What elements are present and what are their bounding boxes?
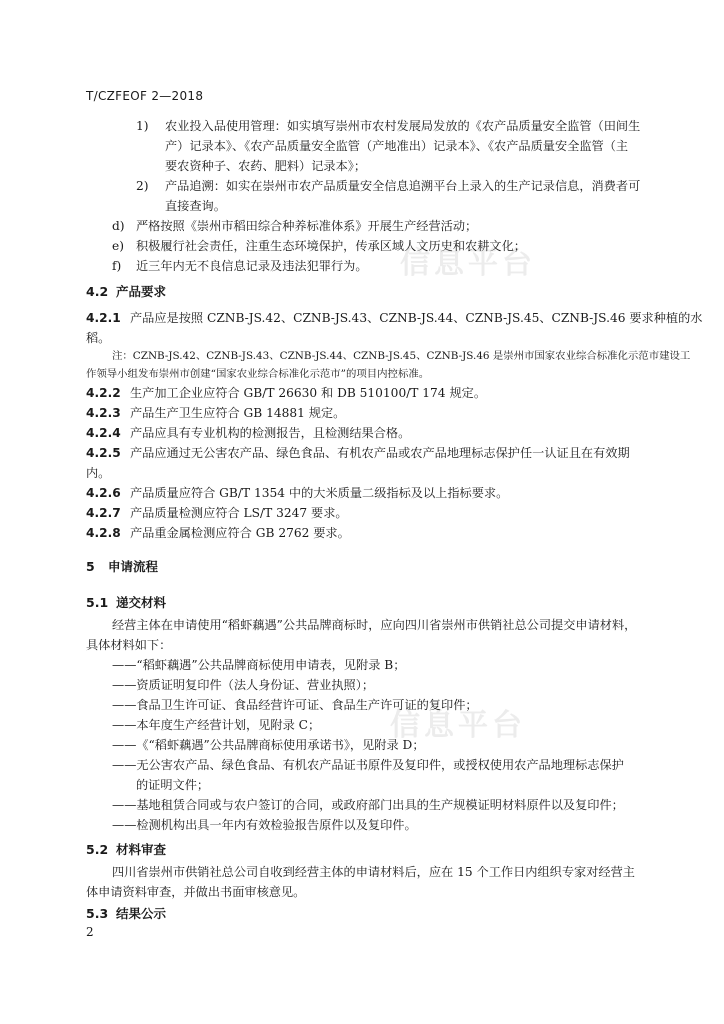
list-item-text: 产品追溯：如实在崇州市农产品质量安全信息追溯平台上录入的生产记录信息，消费者可	[165, 179, 641, 193]
clause-text: 产品重金属检测应符合 GB 2762 要求。	[130, 526, 350, 540]
clause	[86, 443, 630, 463]
clause-text: 稻。	[86, 331, 111, 345]
chapter-heading	[86, 557, 158, 577]
clause	[86, 503, 348, 523]
paragraph-text: 具体材料如下：	[86, 638, 172, 652]
list-item-number: f)	[112, 259, 122, 273]
section-title: 材料审查	[116, 842, 167, 857]
clause-number: 4.2.1	[86, 311, 121, 325]
clause	[86, 523, 350, 543]
bullet-item: 的证明文件；	[136, 778, 210, 792]
section-heading	[86, 840, 166, 860]
clause-text: 生产加工企业应符合 GB/T 26630 和 DB 510100/T 174 规定。	[130, 386, 487, 400]
paragraph-text: 经营主体在申请使用“稻虾藕遇”公共品牌商标时，应向四川省崇州市供销社总公司提交申请材料，	[112, 618, 637, 632]
list-item-text: 直接查询。	[165, 199, 226, 213]
bullet-item: ——无公害农产品、绿色食品、有机农产品证书原件及复印件，或授权使用农产品地理标志保护	[112, 758, 624, 772]
bullet-item: ——检测机构出具一年内有效检验报告原件以及复印件。	[112, 818, 417, 832]
list-item-text: 要农资种子、农药、肥料）记录本》；	[165, 159, 367, 173]
section-number: 5.2	[86, 842, 109, 857]
clause-text: 产品质量检测应符合 LS/T 3247 要求。	[130, 506, 348, 520]
clause	[86, 308, 702, 328]
section-number: 5.1	[86, 595, 109, 610]
clause-number: 4.2.5	[86, 446, 121, 460]
clause	[86, 483, 508, 503]
list-item-number: 1)	[136, 119, 149, 133]
list-item-number: 2)	[136, 179, 149, 193]
bullet-item: ——《“稻虾藕遇”公共品牌商标使用承诺书》，见附录 D；	[112, 738, 425, 752]
document-code: T/CZFEOF 2—2018	[86, 89, 204, 103]
section-number: 4.2	[86, 284, 109, 299]
clause	[86, 423, 410, 443]
list-item-text: 近三年内无不良信息记录及违法犯罪行为。	[136, 259, 368, 273]
bullet-item: ——资质证明复印件（法人身份证、营业执照）；	[112, 678, 375, 692]
clause-number: 4.2.6	[86, 486, 121, 500]
clause-text: 内。	[86, 466, 111, 480]
bullet-item: ——本年度生产经营计划，见附录 C；	[112, 718, 321, 732]
clause-number: 4.2.7	[86, 506, 121, 520]
chapter-number: 5	[86, 559, 95, 574]
clause-text: 产品应是按照 CZNB-JS.42、CZNB-JS.43、CZNB-JS.44、CZNB-JS.45、CZNB-JS.46 要求种植的水	[130, 311, 703, 325]
bullet-item: ——“稻虾藕遇”公共品牌商标使用申请表，见附录 B；	[112, 658, 406, 672]
section-heading	[86, 282, 166, 302]
section-title: 递交材料	[116, 595, 167, 610]
clause	[86, 383, 486, 403]
note-text: 注：CZNB-JS.42、CZNB-JS.43、CZNB-JS.44、CZNB-JS.45、CZNB-JS.46 是崇州市国家农业综合标准化示范市建设工	[112, 350, 691, 362]
clause-text: 产品应具有专业机构的检测报告，且检测结果合格。	[130, 426, 411, 440]
list-item-text: 农业投入品使用管理：如实填写崇州市农村发展局发放的《农产品质量安全监管（田间生	[165, 119, 641, 133]
list-item-number: d)	[112, 219, 125, 233]
list-item-number: e)	[112, 239, 124, 253]
section-title: 结果公示	[116, 906, 167, 921]
section-number: 5.3	[86, 906, 109, 921]
watermark: 信息平台	[400, 246, 536, 281]
watermark: 信息平台	[390, 708, 526, 743]
bullet-item: ——食品卫生许可证、食品经营许可证、食品生产许可证的复印件；	[112, 698, 478, 712]
paragraph-text: 四川省崇州市供销社总公司自收到经营主体的申请材料后，应在 15 个工作日内组织专家对经营主	[112, 865, 635, 879]
clause-text: 产品生产卫生应符合 GB 14881 规定。	[130, 406, 346, 420]
list-item-text: 积极履行社会责任，注重生态环境保护，传承区域人文历史和农耕文化；	[136, 239, 526, 253]
paragraph-text: 体申请资料审查，并做出书面审核意见。	[86, 885, 306, 899]
section-title: 产品要求	[116, 284, 167, 299]
note-text: 作领导小组发布崇州市创建“国家农业综合标准化示范市”的项目内控标准。	[86, 368, 430, 380]
list-item-text: 产）记录本》、《农产品质量安全监管（产地准出）记录本》、《农产品质量安全监管（主	[165, 139, 629, 153]
clause-number: 4.2.3	[86, 406, 121, 420]
clause	[86, 403, 345, 423]
clause-text: 产品质量应符合 GB/T 1354 中的大米质量二级指标及以上指标要求。	[130, 486, 509, 500]
page-number: 2	[86, 925, 94, 939]
clause-number: 4.2.2	[86, 386, 121, 400]
clause-number: 4.2.8	[86, 526, 121, 540]
section-heading	[86, 593, 166, 613]
clause-text: 产品应通过无公害农产品、绿色食品、有机农产品或农产品地理标志保护任一认证且在有效期	[130, 446, 630, 460]
chapter-title: 申请流程	[108, 559, 159, 574]
bullet-item: ——基地租赁合同或与农户签订的合同，或政府部门出具的生产规模证明材料原件以及复印件；	[112, 798, 624, 812]
section-heading	[86, 904, 166, 924]
clause-number: 4.2.4	[86, 426, 121, 440]
list-item-text: 严格按照《崇州市稻田综合种养标准体系》开展生产经营活动；	[136, 219, 478, 233]
